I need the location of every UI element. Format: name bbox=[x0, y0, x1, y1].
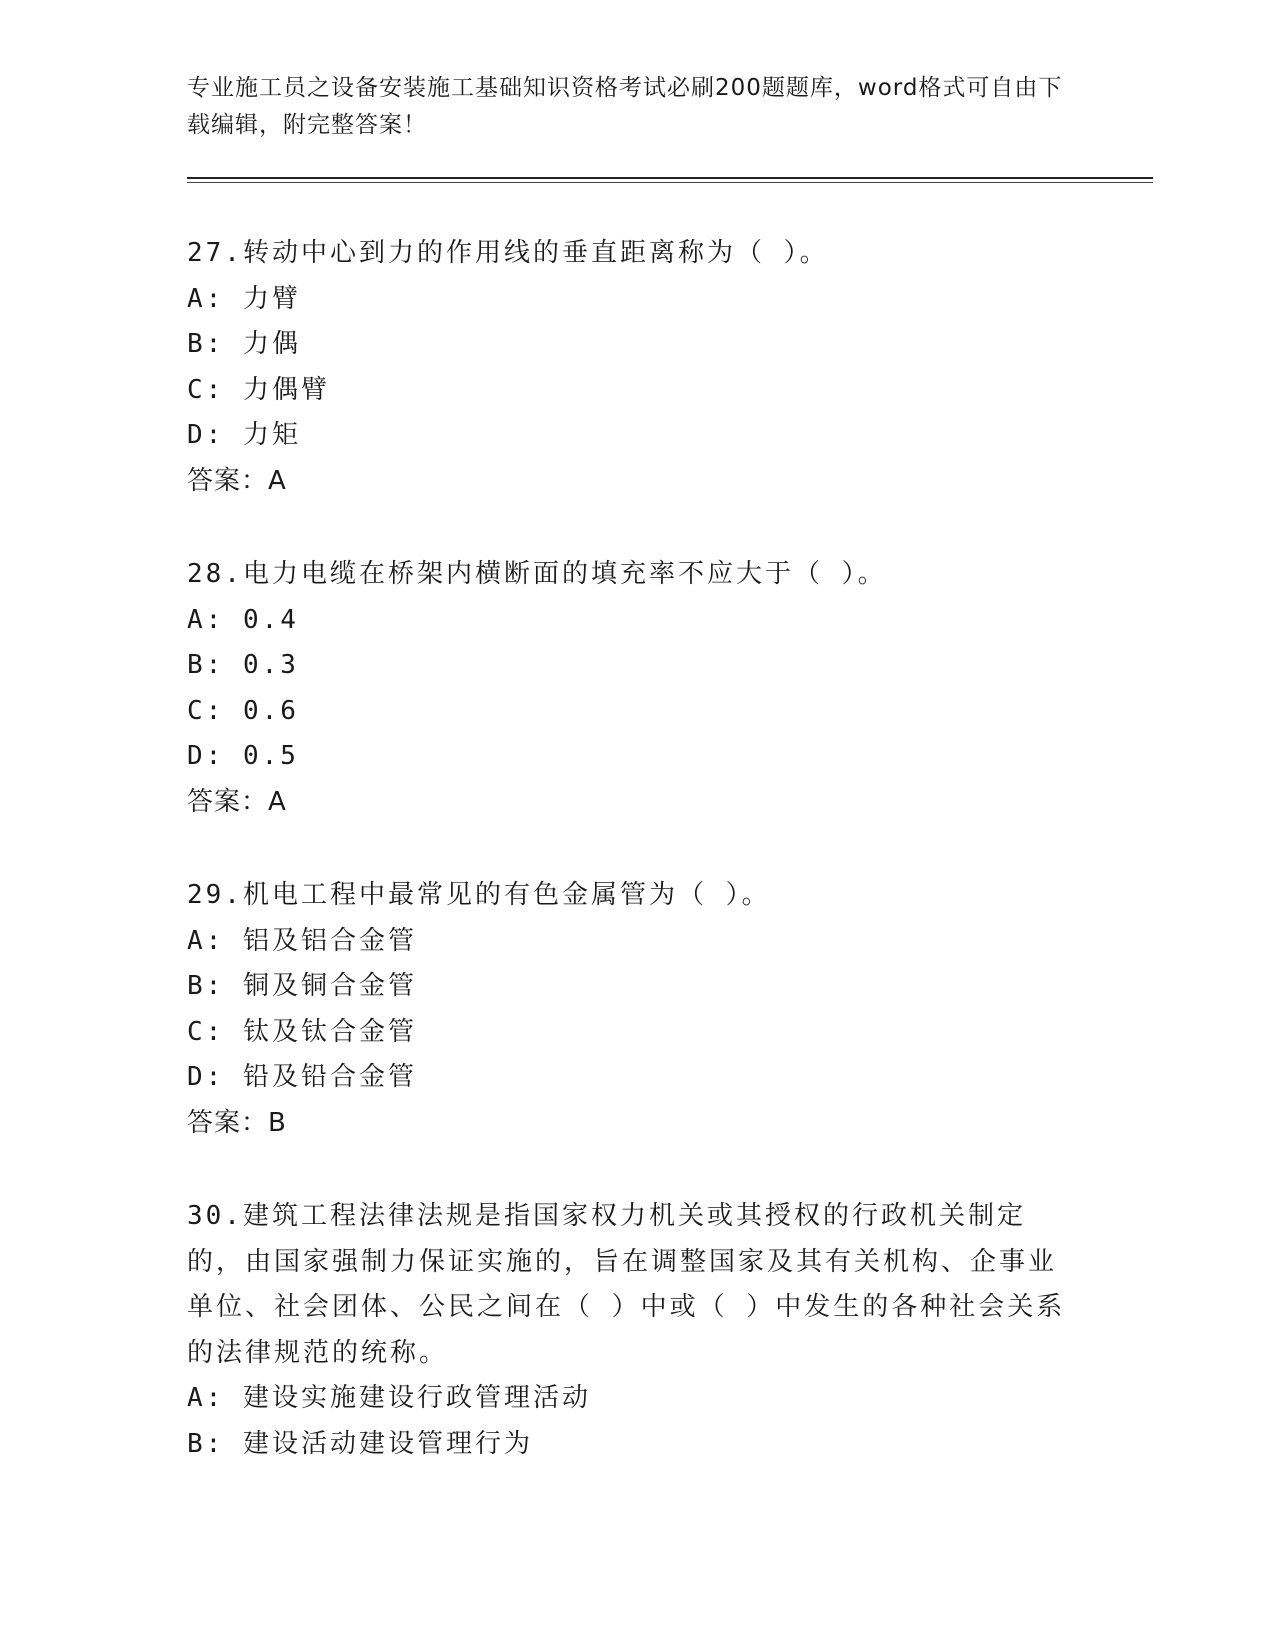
question-stem: 27.转动中心到力的作用线的垂直距离称为（ ）。 bbox=[187, 238, 829, 268]
document-header bbox=[187, 70, 1067, 144]
option-c: C: 0.6 bbox=[187, 695, 299, 726]
option-b: B: 建设活动建设管理行为 bbox=[187, 1428, 533, 1459]
question-list bbox=[187, 231, 1067, 1515]
option-a: A: 0.4 bbox=[187, 604, 299, 635]
option-b: B: 0.3 bbox=[187, 650, 299, 680]
question-30 bbox=[187, 1194, 1067, 1467]
answer-line: 答案：A bbox=[187, 786, 287, 817]
option-a: A: 力臂 bbox=[187, 283, 301, 314]
option-c: C: 力偶臂 bbox=[187, 374, 330, 405]
answer-line: 答案：B bbox=[187, 1107, 287, 1138]
header-divider-thick bbox=[187, 177, 1153, 179]
question-stem: 30.建筑工程法律法规是指国家权力机关或其授权的行政机关制定的，由国家强制力保证实施的，旨在调整国家及其有关机构、企事业单位、社会团体、公民之间在（ ）中或（ ）中发生的各种社会关系的法律规范的统称。 bbox=[187, 1201, 1066, 1368]
question-27 bbox=[187, 231, 1067, 504]
option-d: D: 铅及铅合金管 bbox=[187, 1062, 417, 1092]
option-d: D: 0.5 bbox=[187, 741, 299, 771]
option-b: B: 铜及铜合金管 bbox=[187, 971, 417, 1001]
option-b: B: 力偶 bbox=[187, 329, 301, 359]
question-29 bbox=[187, 873, 1067, 1146]
option-d: D: 力矩 bbox=[187, 420, 301, 450]
option-a: A: 铝及铝合金管 bbox=[187, 925, 417, 956]
header-divider-thin bbox=[187, 182, 1153, 183]
question-stem: 28.电力电缆在桥架内横断面的填充率不应大于（ ）。 bbox=[187, 559, 887, 589]
option-a: A: 建设实施建设行政管理活动 bbox=[187, 1383, 591, 1413]
option-c: C: 钛及钛合金管 bbox=[187, 1016, 417, 1047]
question-stem: 29.机电工程中最常见的有色金属管为（ ）。 bbox=[187, 880, 771, 910]
answer-line: 答案：A bbox=[187, 465, 287, 496]
header-title: 专业施工员之设备安装施工基础知识资格考试必刷200题题库，word格式可自由下载编辑，附完整答案！ bbox=[187, 75, 1063, 138]
question-28 bbox=[187, 552, 1067, 825]
